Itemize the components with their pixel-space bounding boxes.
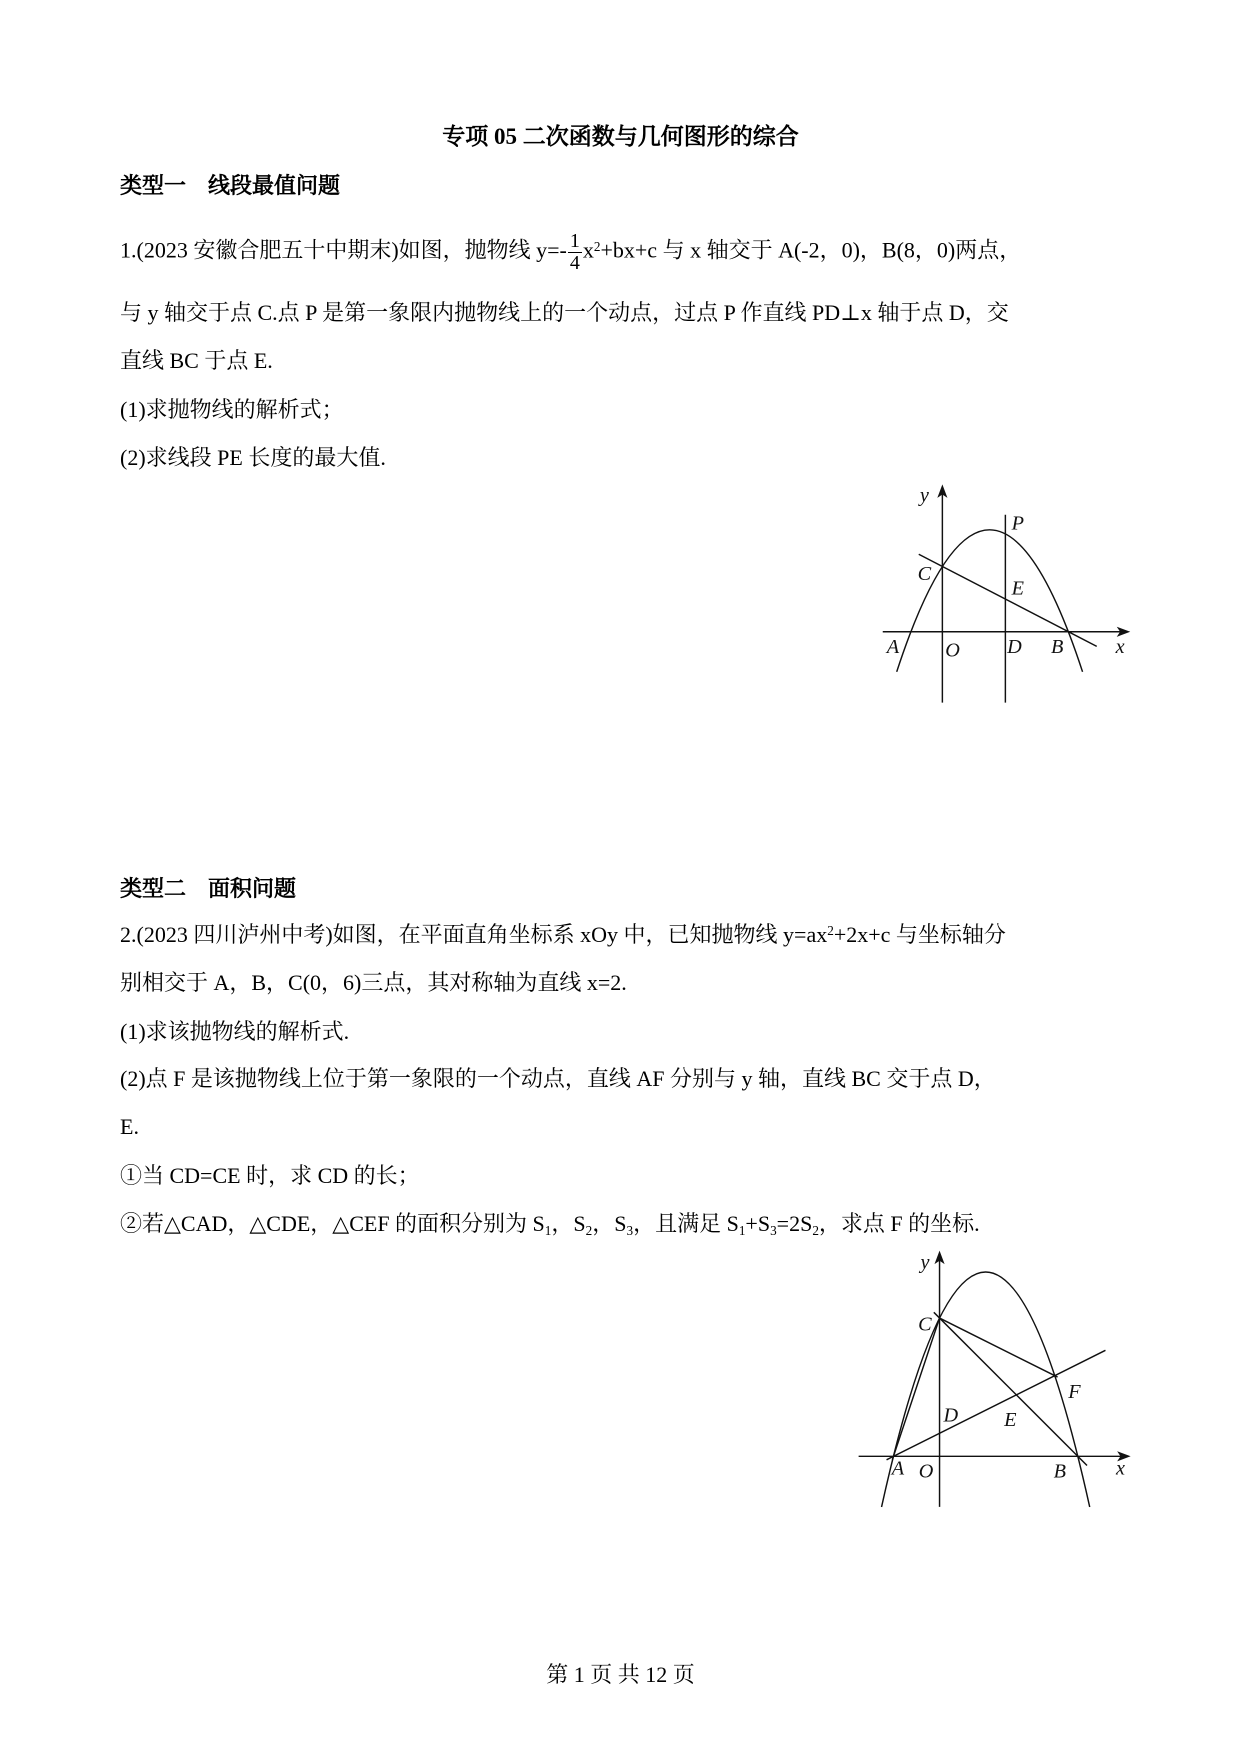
label-d: D bbox=[1007, 636, 1022, 659]
fraction bbox=[568, 231, 582, 274]
text-run: (2)求线段 PE 长度的最大值. bbox=[120, 445, 386, 470]
label-e: E bbox=[1011, 577, 1024, 600]
problem-2-subpart-2 bbox=[120, 1211, 980, 1237]
label-b: B bbox=[1053, 1460, 1066, 1483]
text-run: ，求点 F 的坐标. bbox=[818, 1211, 980, 1236]
text-run: ①当 CD=CE 时，求 CD 的长； bbox=[120, 1163, 420, 1188]
label-o: O bbox=[945, 639, 960, 662]
text-run: 与 y 轴交于点 C.点 P 是第一象限内抛物线上的一个动点，过点 P 作直线 PD⊥x 轴于点 D，交 bbox=[120, 300, 1009, 325]
section-2-heading: 类型二 面积问题 bbox=[120, 876, 297, 901]
problem-2-line-1 bbox=[120, 922, 1006, 948]
label-p: P bbox=[1011, 512, 1024, 535]
problem-1-line-3 bbox=[120, 348, 273, 374]
label-y: y bbox=[920, 1251, 930, 1274]
text-run: +2x+c 与坐标轴分 bbox=[833, 922, 1006, 947]
label-o: O bbox=[918, 1460, 934, 1483]
problem-2-part-1 bbox=[120, 1019, 349, 1045]
problem-1-part-2 bbox=[120, 445, 386, 471]
text-run: E. bbox=[120, 1114, 139, 1139]
text-run: (1)求该抛物线的解析式. bbox=[120, 1019, 350, 1044]
label-c: C bbox=[918, 1313, 932, 1336]
line-bc bbox=[934, 1312, 1087, 1465]
text-run: 直线 BC 于点 E. bbox=[120, 348, 273, 373]
problem-2-line-2 bbox=[120, 970, 627, 996]
line-cf bbox=[940, 1318, 1058, 1377]
text-run: ，且满足 S bbox=[633, 1211, 739, 1236]
page-footer: 第 1 页 共 12 页 bbox=[546, 1662, 695, 1687]
text-run: 别相交于 A，B，C(0，6)三点，其对称轴为直线 x=2. bbox=[120, 970, 627, 995]
line-ca bbox=[892, 1318, 939, 1460]
label-c: C bbox=[917, 563, 932, 585]
figure-2-diagram bbox=[853, 1246, 1134, 1516]
problem-1-part-1 bbox=[120, 397, 344, 423]
label-d: D bbox=[943, 1404, 959, 1427]
label-a: A bbox=[886, 636, 900, 659]
subscript: 3 bbox=[626, 1222, 634, 1238]
line-bc bbox=[919, 554, 1097, 646]
text-run: =2S bbox=[776, 1211, 813, 1236]
figure-1-diagram bbox=[877, 481, 1136, 706]
subscript: 3 bbox=[770, 1222, 777, 1238]
label-f: F bbox=[1068, 1380, 1081, 1403]
superscript: 2 bbox=[827, 923, 834, 939]
subscript: 1 bbox=[738, 1222, 746, 1238]
label-b: B bbox=[1050, 636, 1064, 659]
label-e: E bbox=[1004, 1408, 1017, 1431]
text-run: 1.(2023 安徽合肥五十中期末)如图，抛物线 y=- bbox=[120, 237, 567, 263]
subscript: 1 bbox=[544, 1222, 552, 1238]
section-1-heading: 类型一 线段最值问题 bbox=[120, 173, 341, 198]
text-run: +bx+c 与 x 轴交于 A(-2，0)，B(8，0)两点， bbox=[600, 237, 1022, 263]
text-run: ，S bbox=[551, 1211, 586, 1236]
problem-1-line-2 bbox=[120, 300, 1009, 326]
label-y: y bbox=[919, 484, 929, 507]
label-a: A bbox=[891, 1457, 905, 1480]
fraction-numerator: 1 bbox=[569, 230, 580, 252]
problem-2-part-2-line-1 bbox=[120, 1066, 996, 1092]
text-run: (2)点 F 是该抛物线上位于第一象限的一个动点，直线 AF 分别与 y 轴，直线 BC 交于点 D， bbox=[120, 1066, 996, 1091]
text-run: ②若△CAD，△CDE，△CEF 的面积分别为 S bbox=[120, 1211, 545, 1236]
problem-2-subpart-1 bbox=[120, 1163, 420, 1189]
label-x: x bbox=[1116, 1457, 1126, 1480]
text-run: ，S bbox=[592, 1211, 627, 1236]
text-run: 2.(2023 四川泸州中考)如图，在平面直角坐标系 xOy 中，已知抛物线 y=ax bbox=[120, 922, 828, 947]
text-run: x bbox=[582, 237, 594, 263]
problem-1-line-1 bbox=[120, 231, 1021, 274]
fraction-denominator: 4 bbox=[569, 252, 580, 274]
page-title: 专项 05 二次函数与几何图形的综合 bbox=[442, 124, 799, 149]
label-x: x bbox=[1115, 636, 1125, 659]
subscript: 2 bbox=[812, 1222, 819, 1238]
text-run: +S bbox=[745, 1211, 771, 1236]
problem-2-part-2-line-2 bbox=[120, 1114, 139, 1140]
superscript: 2 bbox=[593, 238, 601, 254]
subscript: 2 bbox=[585, 1222, 593, 1238]
text-run: (1)求抛物线的解析式； bbox=[120, 397, 344, 422]
